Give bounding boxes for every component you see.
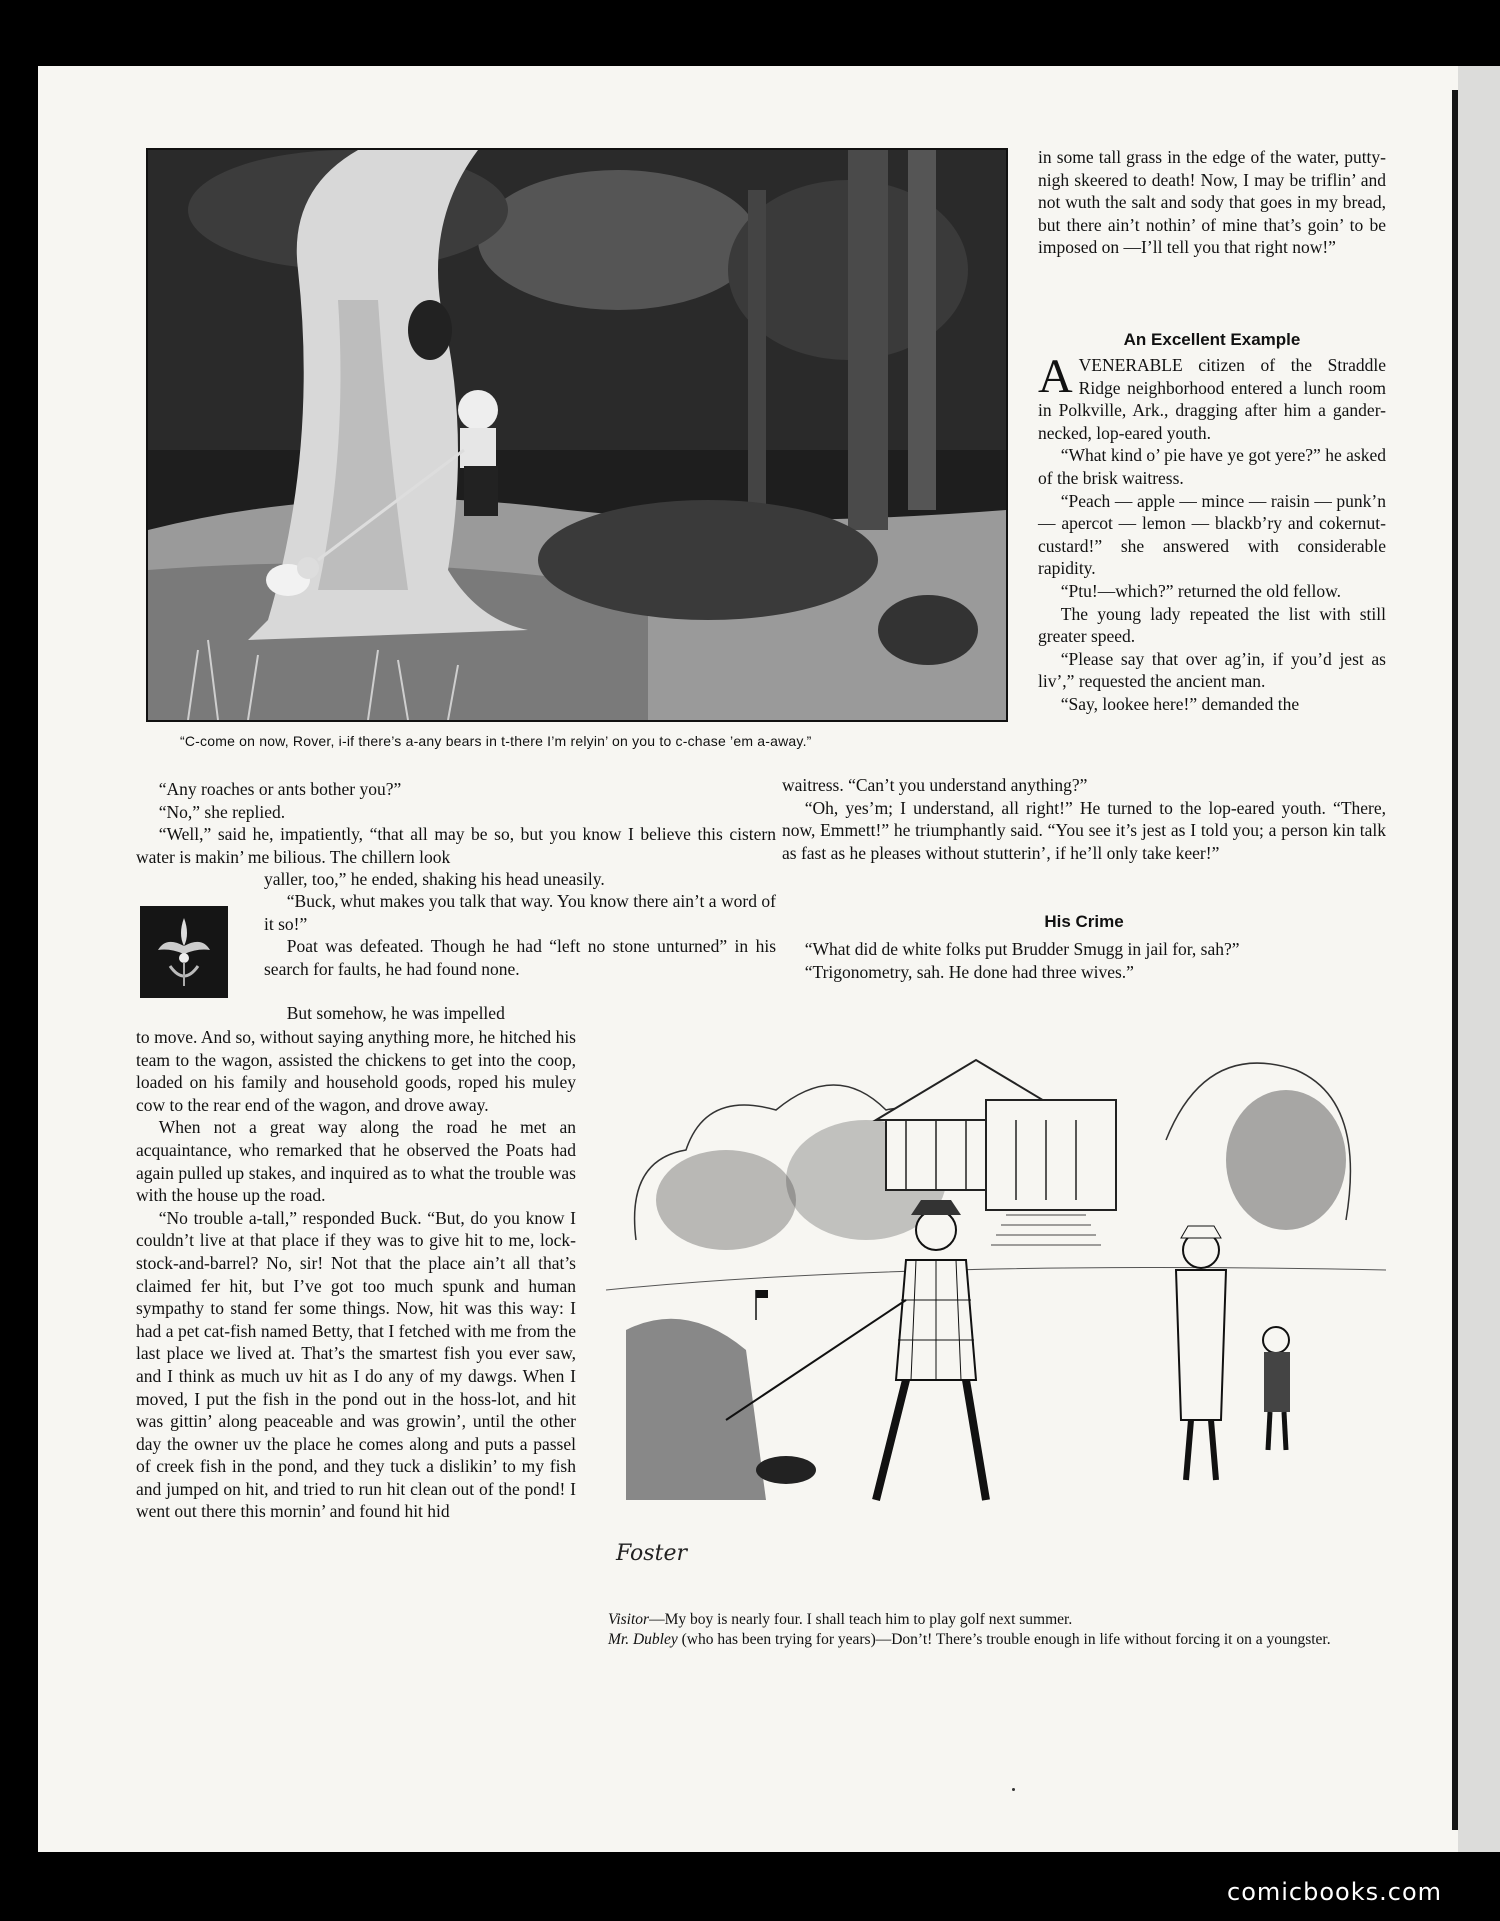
forest-illustration-caption: “C-come on now, Rover, i-if there’s a-any bears in t-there I’m relyin’ on you to c-chase ’em a-away.” xyxy=(180,733,812,749)
golf-cartoon xyxy=(606,1000,1386,1598)
section-heading-his-crime: His Crime xyxy=(1044,912,1124,931)
excellent-example-text xyxy=(1038,350,1386,716)
section-heading-excellent-example: An Excellent Example xyxy=(1123,330,1301,349)
speaker-visitor: Visitor xyxy=(608,1611,650,1628)
drop-cap: A xyxy=(1038,350,1073,403)
paragraph: “Peach — apple — mince — raisin — punk’n — apercot — lemon — blackb’ry and cokernut-custard!” she answered with considerable rapidity. xyxy=(1038,490,1386,579)
facing-page-edge xyxy=(1458,66,1500,1852)
left-column-beside-ornament xyxy=(264,890,776,980)
paragraph: “Ptu!—which?” returned the old fellow. xyxy=(1060,580,1341,601)
paragraph: “What kind o’ pie have ye got yere?” he asked of the brisk waitress. xyxy=(1038,445,1386,488)
left-column-wide-text xyxy=(136,778,776,868)
paragraph: “No trouble a-tall,” responded Buck. “But, do you know I couldn’t live at that place if they was to give hit to me, lock-stock-and-barrel? No, sir! Not that the place ain’t all that’s claimed fer hit, but I’ve got too much spunk and human sympathy to stand fer some things. Now, hit was this way: I had a pet cat-fish named Betty, that I fetched with me from the last place we lived at. That’s the smartest fish you ever saw, and I think as much uv hit as I do any of my dawgs. When I moved, I put the fish in the pond out in the hoss-lot, and hit was gittin’ along peaceable and was growin’, until the other day the owner uv the place he comes along and puts a passel of creek fish in the pond, and they tuck a dislikin’ to my fish and jumped on hit, and tried to run hit clean out of the pond! I went out there this mornin’ and found hit hid xyxy=(136,1207,576,1522)
lead-caps: VENERABLE xyxy=(1078,355,1183,375)
decorative-ornament xyxy=(140,906,228,998)
paragraph-continued: yaller, too,” he ended, shaking his head uneasily. xyxy=(264,869,605,889)
paragraph xyxy=(1038,350,1386,444)
paragraph-rest: citizen of the Straddle Ridge neighborhood entered a lunch room in Polkville, Ark., dragging after him a gander-necked, lop-eared youth. xyxy=(1038,355,1386,443)
paragraph: “Buck, whut makes you talk that way. You know there ain’t a word of it so!” xyxy=(264,891,776,934)
fleur-ornament-icon xyxy=(140,906,228,998)
forest-drawing xyxy=(148,150,1006,720)
caption-line-1: —My boy is nearly four. I shall teach him to play golf next summer. xyxy=(649,1611,1073,1628)
watermark: comicbooks.com xyxy=(1227,1878,1443,1906)
print-speck xyxy=(1012,1788,1015,1791)
golf-drawing xyxy=(606,1000,1386,1598)
paragraph: “Please say that over ag’in, if you’d jest as liv’,” requested the ancient man. xyxy=(1038,648,1386,692)
paragraph: “Oh, yes’m; I understand, all right!” He turned to the lop-eared youth. “There, now, Emmett!” he triumphantly said. “You see it’s jest as I told you; a person kin talk as fast as he pleases without stutterin’, if he’ll only take keer!” xyxy=(782,797,1386,863)
artist-signature: Foster xyxy=(616,1541,687,1566)
paragraph: “Well,” said he, impatiently, “that all may be so, but you know I believe this cistern water is makin’ me bilious. The chillern look xyxy=(136,824,776,867)
paragraph: waitress. “Can’t you understand anything?” xyxy=(782,775,1088,795)
paragraph: Poat was defeated. Though he had “left no stone unturned” in his search for faults, he had found none. xyxy=(264,936,776,979)
paragraph-continued: to move. And so, without saying anything more, he hitched his team to the wagon, assisted the chickens to get into the coop, loaded on his family and household goods, roped his muley cow to the rear end of the wagon, and drove away. xyxy=(136,1027,576,1115)
left-column-indented-text xyxy=(264,868,776,891)
paragraph: When not a great way along the road he met an acquaintance, who remarked that he observed the Poats had again pulled up stakes, and inquired as to what the trouble was with the house up the road. xyxy=(136,1117,576,1206)
caption-line-2: (who has been trying for years)—Don’t! There’s trouble enough in life without forcing it on a youngster. xyxy=(677,1631,1331,1648)
paragraph: “Say, lookee here!” demanded the xyxy=(1060,693,1300,714)
right-column-top-text xyxy=(1038,146,1386,259)
page-gutter xyxy=(1452,90,1458,1830)
paragraph: “Any roaches or ants bother you?” xyxy=(158,779,402,799)
paragraph: The young lady repeated the list with still greater speed. xyxy=(1038,603,1386,647)
forest-illustration xyxy=(146,148,1008,722)
paragraph: “What did de white folks put Brudder Smugg in jail for, sah?” xyxy=(804,939,1240,959)
paragraph: in some tall grass in the edge of the water, putty-nigh skeered to death! Now, I may be triflin’ and not wuth the salt and sody that goes in my bread, but there ain’t nothin’ of mine that’s goin’ to be imposed on —I’ll tell you that right now!” xyxy=(1038,147,1386,258)
his-crime-text xyxy=(782,938,1386,983)
golf-cartoon-caption xyxy=(608,1610,1368,1650)
speaker-mr-dubley: Mr. Dubley xyxy=(608,1631,678,1648)
left-column-main-text xyxy=(136,1026,576,1523)
paragraph: “Trigonometry, sah. He done had three wives.” xyxy=(804,961,1134,982)
paragraph: “No,” she replied. xyxy=(158,801,286,822)
paragraph: But somehow, he was impelled xyxy=(286,1003,505,1023)
right-column-mid-text xyxy=(782,774,1386,864)
left-column-impelled xyxy=(264,1002,576,1025)
